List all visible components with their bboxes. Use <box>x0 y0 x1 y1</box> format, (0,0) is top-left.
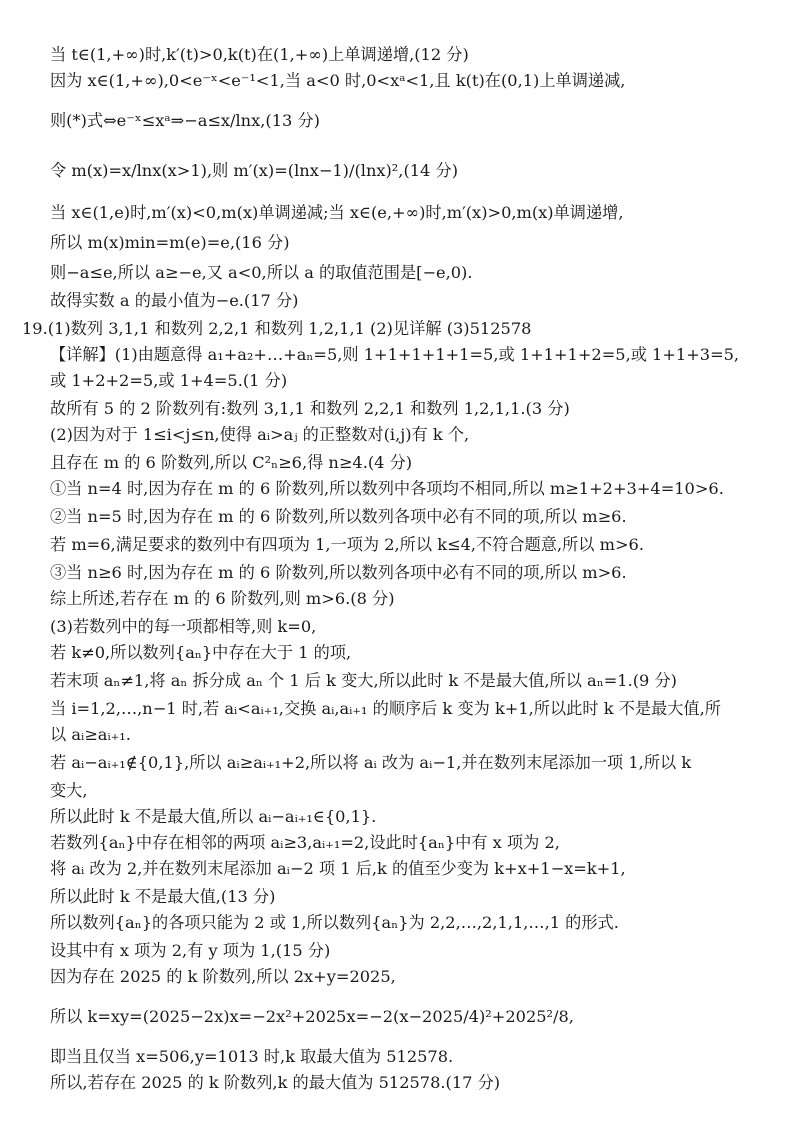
text-line: 当 i=1,2,…,n−1 时,若 aᵢ<aᵢ₊₁,交换 aᵢ,aᵢ₊₁ 的顺序后 k 变为 k+1,所以此时 k 不是最大值,所 <box>50 699 721 718</box>
text-line: 所以 m(x)min=m(e)=e,(16 分) <box>50 233 290 252</box>
text-line: 所以 k=xy=(2025−2x)x=−2x²+2025x=−2(x−2025/4)²+2025²/8, <box>50 1007 574 1026</box>
text-line: 变大, <box>50 781 88 800</box>
text-line: 设其中有 x 项为 2,有 y 项为 1,(15 分) <box>50 941 331 960</box>
text-line: 以 aᵢ≥aᵢ₊₁. <box>50 725 131 744</box>
text-line: 【详解】(1)由题意得 a₁+a₂+…+aₙ=5,则 1+1+1+1+1=5,或 1+1+1+2=5,或 1+1+3=5, <box>50 345 740 364</box>
text-line: 则(*)式⇔e⁻ˣ≤xᵃ⇒−a≤x/lnx,(13 分) <box>50 111 320 130</box>
text-line: 所以此时 k 不是最大值,(13 分) <box>50 887 276 906</box>
answer-heading: 19.(1)数列 3,1,1 和数列 2,2,1 和数列 1,2,1,1 (2)见详解 (3)512578 <box>22 319 532 338</box>
text-line: 当 x∈(1,e)时,m′(x)<0,m(x)单调递减;当 x∈(e,+∞)时,m′(x)>0,m(x)单调递增, <box>50 203 624 222</box>
text-line: 故得实数 a 的最小值为−e.(17 分) <box>50 291 299 310</box>
text-line: 当 t∈(1,+∞)时,k′(t)>0,k(t)在(1,+∞)上单调递增,(12 分) <box>50 45 469 64</box>
text-line: ②当 n=5 时,因为存在 m 的 6 阶数列,所以数列各项中必有不同的项,所以 m≥6. <box>50 507 627 526</box>
text-line: 综上所述,若存在 m 的 6 阶数列,则 m>6.(8 分) <box>50 589 395 608</box>
text-line: 则−a≤e,所以 a≥−e,又 a<0,所以 a 的取值范围是[−e,0). <box>50 263 473 282</box>
text-line: 若 aᵢ−aᵢ₊₁∉{0,1},所以 aᵢ≥aᵢ₊₁+2,所以将 aᵢ 改为 aᵢ−1,并在数列末尾添加一项 1,所以 k <box>50 753 692 772</box>
text-line: 所以,若存在 2025 的 k 阶数列,k 的最大值为 512578.(17 分) <box>50 1073 501 1092</box>
text-line: 即当且仅当 x=506,y=1013 时,k 取最大值为 512578. <box>50 1047 454 1066</box>
text-line: ①当 n=4 时,因为存在 m 的 6 阶数列,所以数列中各项均不相同,所以 m≥1+2+3+4=10>6. <box>50 479 724 498</box>
watermark <box>250 555 430 592</box>
text-line: 将 aᵢ 改为 2,并在数列末尾添加 aᵢ−2 项 1 后,k 的值至少变为 k+x+1−x=k+1, <box>50 859 626 878</box>
text-line: 若 k≠0,所以数列{aₙ}中存在大于 1 的项, <box>50 643 352 662</box>
text-line: 令 m(x)=x/lnx(x>1),则 m′(x)=(lnx−1)/(lnx)²,(14 分) <box>50 161 459 180</box>
text-line: 所以此时 k 不是最大值,所以 aᵢ−aᵢ₊₁∈{0,1}. <box>50 807 377 826</box>
text-line: 若末项 aₙ≠1,将 aₙ 拆分成 aₙ 个 1 后 k 变大,所以此时 k 不是最大值,所以 aₙ=1.(9 分) <box>50 671 677 690</box>
text-line: (3)若数列中的每一项都相等,则 k=0, <box>50 617 317 636</box>
text-line: 故所有 5 的 2 阶数列有:数列 3,1,1 和数列 2,2,1 和数列 1,2,1,1.(3 分) <box>50 399 570 418</box>
text-line: (2)因为对于 1≤i<j≤n,使得 aᵢ>aⱼ 的正整数对(i,j)有 k 个, <box>50 425 470 444</box>
text-line: ③当 n≥6 时,因为存在 m 的 6 阶数列,所以数列各项中必有不同的项,所以 m>6. <box>50 563 627 582</box>
text-line: 若 m=6,满足要求的数列中有四项为 1,一项为 2,所以 k≤4,不符合题意,所以 m>6. <box>50 535 644 554</box>
text-line: 或 1+2+2=5,或 1+4=5.(1 分) <box>50 371 288 390</box>
text-line: 因为 x∈(1,+∞),0<e⁻ˣ<e⁻¹<1,当 a<0 时,0<xᵃ<1,且 k(t)在(0,1)上单调递减, <box>50 71 626 90</box>
text-line: 且存在 m 的 6 阶数列,所以 C²ₙ≥6,得 n≥4.(4 分) <box>50 453 413 472</box>
text-line: 因为存在 2025 的 k 阶数列,所以 2x+y=2025, <box>50 967 396 986</box>
text-line: 若数列{aₙ}中存在相邻的两项 aᵢ≥3,aᵢ₊₁=2,设此时{aₙ}中有 x 项为 2, <box>50 833 560 852</box>
text-line: 所以数列{aₙ}的各项只能为 2 或 1,所以数列{aₙ}为 2,2,…,2,1,1,…,1 的形式. <box>50 913 619 932</box>
